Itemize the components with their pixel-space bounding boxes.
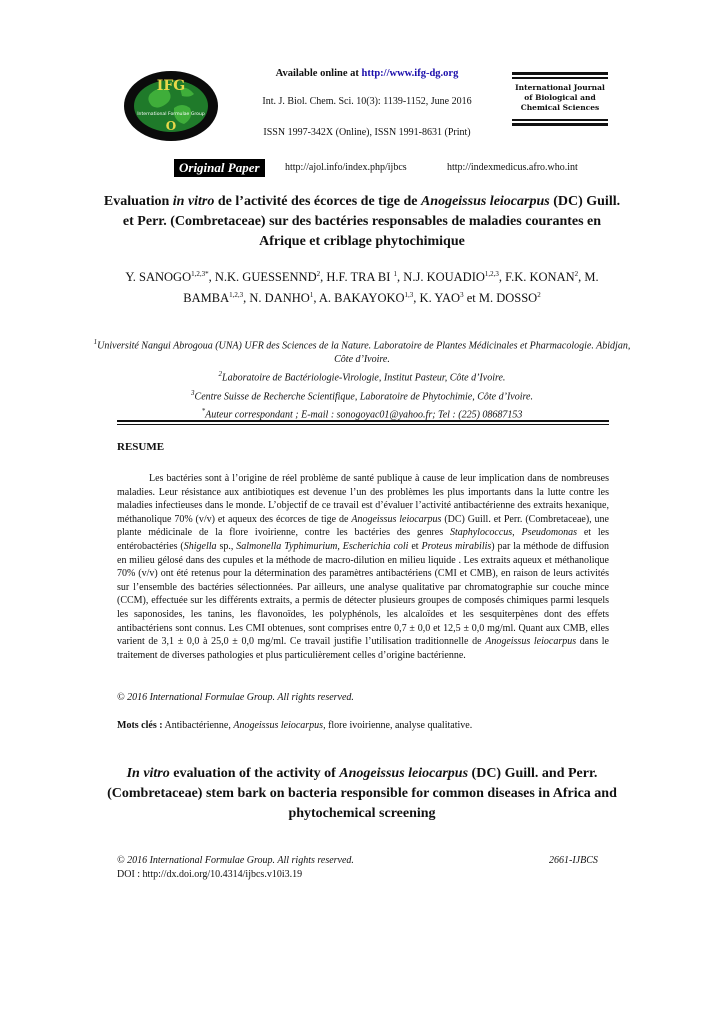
author-affiliation-mark: 3: [460, 291, 464, 300]
issn-line: ISSN 1997-342X (Online), ISSN 1991-8631 (Print): [263, 127, 471, 138]
abstract-text: et: [408, 540, 422, 552]
author-affiliation-mark: 2: [537, 291, 541, 300]
footer-article-id: 2661-IJBCS: [549, 855, 598, 866]
author-name: A. BAKAYOKO: [318, 291, 405, 306]
abstract-text: Les bactéries sont à l’origine de réel problème de santé publique à cause de leur implication dans de nombreuses maladies. Leur résistance aux antibiotiques est devenue l’un des problèmes les plus importants dans la lutte contre les maladies infectieuses dans le monde. L’objectif de ce travail est d’évaluer l’activité antibactérienne des extraits hexanique, méthanolique 70% (v/v) et aqueux des écorces de tige de: [117, 473, 609, 525]
abstract-text: sp.,: [216, 540, 237, 552]
journal-reference: Int. J. Biol. Chem. Sci. 10(3): 1139-1152, June 2016: [262, 96, 472, 107]
affiliation-line: *Auteur correspondant ; E-mail : sonogoyac01@yahoo.fr; Tel : (225) 08687153: [201, 406, 523, 421]
abstract-text: ) par la méthode de diffusion en milieu gélosé dans des cupules et la méthode de macro-dilution en milieu liquide . Les extraits aqueux et méthanolique 70% (v/v) ont été retenus pour la détermination des paramètres antibactériens (CMI et CMB), en raison de leurs activités sur l’ensemble des bactéries sélectionnées. Par ailleurs, une analyse qualitative par chromatographie sur couche mince (CCM), effectuée sur les différents extraits, a permis de détecter plusieurs groupes de composés chimiques parmi lesquels les saponosides, les tanins, les flavonoïdes, les polyphénols, les alcaloïdes et les sesquiterpènes dont des effets antibactériens sont connus. Les CMI obtenues, sont comprises entre 0,7 ± 0,0 et 12,5 ± 0,0 mg/ml. Quant aux CMB, elles varient de 3,1 ± 0,0 à 25,0 ± 0,0 mg/ml. Ce travail justifie l’utilisation traditionnelle de: [117, 540, 609, 648]
indexmedicus-url[interactable]: http://indexmedicus.afro.who.int: [447, 162, 578, 173]
journal-name-line: Chemical Sciences: [520, 103, 600, 112]
affiliation-line: $^1$Université Nangui Abrogoua (UNA) UFR des Sciences de la Nature. Laboratoire de Plantes Médicinales et Pharmacologie. Abidjan, Côte d’Ivoire.: [93, 338, 631, 366]
author-name: F.K. KONAN: [505, 270, 575, 285]
journal-name-line: International Journal: [515, 83, 605, 92]
abstract-text: (DC) Guill. et Perr. (Combretaceae), une plante médicinale de la flore ivoirienne, contre les bactéries des genres: [117, 513, 609, 539]
available-online: Available online at http://www.ifg-dg.org: [275, 68, 459, 79]
keywords: Mots clés : Antibactérienne, Anogeissus leiocarpus, flore ivoirienne, analyse qualitative.: [117, 720, 473, 731]
journal-name-line: of Biological and: [524, 93, 596, 102]
author-affiliation-mark: 1,2,3: [229, 291, 244, 300]
abstract-fr: [117, 472, 609, 662]
affiliations: [90, 335, 634, 422]
author-name: N.J. KOUADIO: [403, 270, 485, 285]
abstract-italic-term: Anogeissus leiocarpus: [351, 513, 442, 525]
logo-ring-text: International Formulae Group: [137, 112, 205, 117]
ajol-url[interactable]: http://ajol.info/index.php/ijbcs: [285, 162, 407, 173]
publisher-logo: [122, 68, 220, 144]
section-divider: [117, 420, 609, 422]
author-affiliation-mark: 1,3: [404, 291, 414, 300]
abstract-italic-term: Salmonella Typhimurium, Escherichia coli: [236, 540, 409, 552]
author-name: N. DANHO: [249, 291, 310, 306]
abstract-copyright: © 2016 International Formulae Group. All rights reserved.: [117, 692, 354, 703]
author-name: M. DOSSO: [478, 291, 538, 306]
affiliation-line: $^2$Laboratoire de Bactériologie-Virologie, Institut Pasteur, Côte d’Ivoire.: [218, 370, 506, 384]
abstract-italic-term: Shigella: [183, 540, 217, 552]
journal-website-link[interactable]: http://www.ifg-dg.org: [361, 68, 459, 79]
abstract-italic-term: Staphylococcus, Pseudomonas: [449, 527, 578, 539]
svg-text:O: O: [165, 119, 177, 133]
resume-heading: RESUME: [117, 441, 165, 453]
footer-copyright: © 2016 International Formulae Group. All rights reserved.: [117, 855, 354, 866]
original-paper-badge: Original Paper: [174, 159, 265, 177]
footer-doi[interactable]: DOI : http://dx.doi.org/10.4314/ijbcs.v10i3.19: [117, 869, 303, 880]
affiliation-line: $^3$Centre Suisse de Recherche Scientifique, Laboratoire de Phytochimie, Côte d’Ivoire.: [191, 388, 533, 402]
logo-text: IFG: [156, 78, 186, 94]
article-title-en: In vitro evaluation of the activity of Anogeissus leiocarpus (DC) Guill. and Perr. (Combretaceae) stem bark on bacteria responsible for common diseases in Africa and phytochemical screening: [107, 766, 617, 821]
abstract-italic-term: Anogeissus leiocarpus: [485, 636, 577, 648]
abstract-italic-term: Proteus mirabilis: [421, 540, 492, 552]
author-affiliation-mark: 1: [309, 291, 314, 300]
author-list: Y. $SANOGO^{1,2,3*}$, N.K. GUESSENND$^2$, H.F. TRA BI $^1$, N.J. KOUADIO$^{1,2,3}$, F.K. KONAN$^2$, M. BAMBA$^{1,2,3}$, N. DANHO$^1$, A. BAKAYOKO$^{1,3}$, K. YAO$^3$ et M. DOSSO$^2$: [125, 270, 599, 306]
author-affiliation-mark: 2: [574, 270, 579, 278]
author-name: K. YAO: [419, 291, 461, 306]
journal-name-box: [512, 72, 608, 126]
author-name: H.F. TRA BI: [326, 270, 394, 285]
article-title-fr: Evaluation in vitro de l’activité des écorces de tige de Anogeissus leiocarpus (DC) Guill. et Perr. (Combretaceae) sur des bactéries responsables de maladies courantes en Afrique et criblage phytochimique: [103, 194, 621, 249]
author-affiliation-mark: 1: [393, 270, 398, 278]
author-name: Y. SANOGO: [125, 270, 192, 285]
author-affiliation-mark: 1,2,3*: [191, 270, 209, 278]
author-affiliation-mark: 2: [316, 270, 321, 278]
abstract-text: et les entérobactéries (: [117, 527, 609, 552]
author-affiliation-mark: 1,2,3: [484, 270, 499, 278]
author-name: N.K. GUESSENND: [214, 270, 317, 285]
section-divider: [117, 424, 609, 425]
author-name: M. BAMBA: [183, 270, 599, 306]
abstract-text: dans le traitement de diverses pathologies et plus particulièrement celles d’origine bactérienne.: [117, 636, 609, 661]
